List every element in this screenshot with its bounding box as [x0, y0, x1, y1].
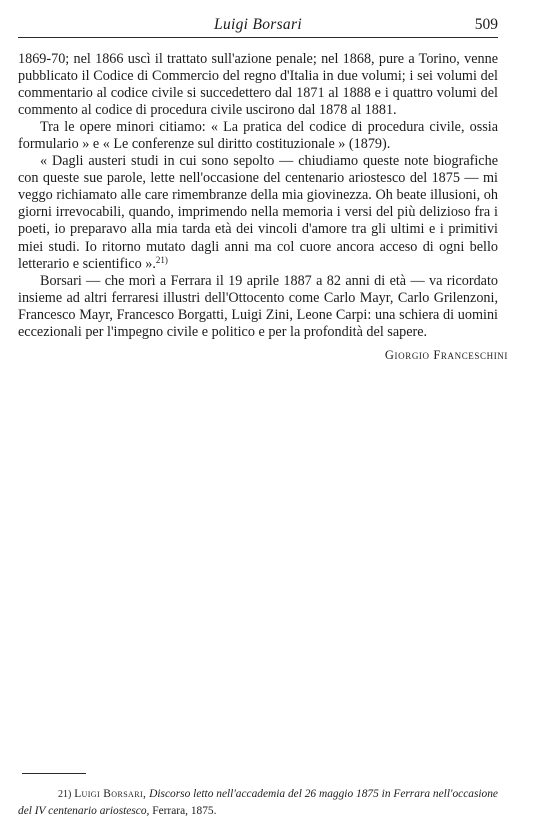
page-number: 509 — [474, 16, 498, 33]
footnote-title: Discorso letto nell'accademia del 26 maggio 1875 in Ferrara nell'occasione del IV centenario ariostesco, — [18, 788, 498, 817]
footnote-reference: 21) — [155, 254, 168, 265]
running-title: Luigi Borsari — [214, 16, 302, 33]
footnote — [18, 786, 498, 820]
footnote-rule — [22, 773, 86, 774]
quotation-text: « Dagli austeri studi in cui sono sepolto — chiudiamo queste note biografiche con queste sue parole, lette nell'occasione del centenario ariostesco del 1875 — mi veggo richiamato alle care rimembranze della mia giovinezza. Oh beate illusioni, oh giorni irrevocabili, quando, imprimendo nella memoria i versi del più delizioso fra i poeti, io preparavo alla mia tarda età dei vincoli d'amore tra gli ultimi e i primitivi miei studi. Io ritorno mutato dagli anni ma col cuore ancora acceso di ogni bello letterario e scientifico ». — [18, 153, 498, 272]
running-head — [18, 14, 498, 38]
header-rule — [18, 37, 498, 38]
footnote-marker: 21) — [58, 789, 72, 800]
paragraph-quotation — [18, 153, 498, 272]
paragraph-death-legacy: Borsari — che morì a Ferrara il 19 aprile 1887 a 82 anni di età — va ricordato insieme ad altri ferraresi illustri dell'Ottocento come Carlo Mayr, Carlo Grilenzoni, Francesco Mayr, Francesco Borgatti, Luigi Zini, Leone Carpi: una schiera di uomini eccezionali per l'impegno civile e politico e per la profondità del sapere. — [18, 272, 498, 340]
footnote-author: Luigi Borsari, — [74, 788, 147, 800]
paragraph-minor-works: Tra le opere minori citiamo: « La pratica del codice di procedura civile, ossia formulario » e « Le conferenze sul diritto costituzionale » (1879). — [18, 119, 498, 153]
author-signature: Giorgio Franceschini — [384, 348, 508, 362]
footnote-publication: Ferrara, 1875. — [152, 805, 217, 817]
paragraph-works-chronology: 1869-70; nel 1866 uscì il trattato sull'azione penale; nel 1868, pure a Torino, venne pubblicato il Codice di Commercio del regno d'Italia in due volumi; i sei volumi del commentario al codice civile si succedettero dal 1871 al 1888 e i quattro volumi del commento al codice di procedura civile uscirono dal 1878 al 1881. — [18, 51, 498, 119]
body-text — [18, 51, 498, 341]
